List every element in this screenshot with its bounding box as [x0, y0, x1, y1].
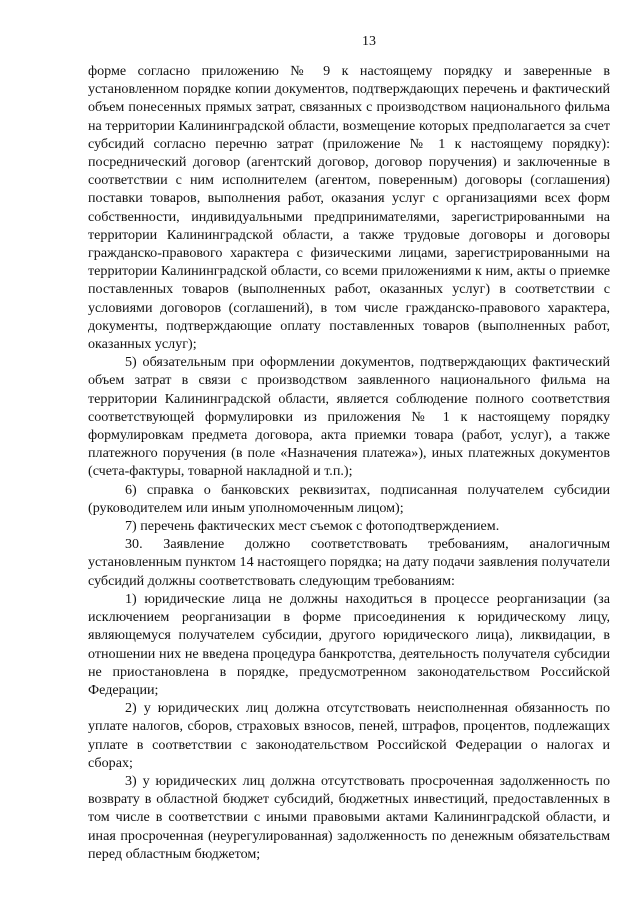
paragraph-requirement-2: 2) у юридических лиц должна отсутствовать неисполненная обязанность по уплате налогов, сборов, страховых взносов, пеней, штрафов, процентов, подлежащих уплате в соответствии с законодательством Российской Федерации о налогах и сборах; [88, 700, 610, 771]
paragraph-continuation: форме согласно приложению № 9 к настоящему порядку и заверенные в установленном порядке копии документов, подтверждающих перечень и фактический объем понесенных прямых затрат, связанных с производством национального фильма на территории Калининградской области, возмещение которых предполагается за счет субсидий согласно перечню затрат (приложение № 1 к настоящему порядку): посреднический договор (агентский договор, договор поручения) и заключенные в соответствии с ним исполнителем (агентом, поверенным) договоры (соглашения) поставки товаров, выполнения работ, оказания услуг с организациями всех форм собственности, индивидуальными предпринимателями, зарегистрированными на территории Калининградской области, а также трудовые договоры и договоры гражданско-правового характера с физическими лицами, зарегистрированными на территории Калининградской области, со всеми приложениями к ним, акты о приемке поставленных товаров (выполненных работ, оказанных услуг) в соответствии с условиями договоров (соглашений), в том числе гражданско-правового характера, документы, подтверждающие оплату поставленных товаров (выполненных работ, оказанных услуг); [88, 63, 610, 353]
paragraph-item-5: 5) обязательным при оформлении документов, подтверждающих фактический объем затрат в связи с производством заявленного национального фильма на территории Калининградской области, является соблюдение полного соответствия соответствующей формулировки из приложения № 1 к настоящему порядку формулировкам предмета договора, акта приемки товара (работ, услуг), а также платежного поручения (в поле «Назначения платежа»), иных платежных документов (счета-фактуры, товарной накладной и т.п.); [88, 354, 610, 480]
paragraph-requirement-1: 1) юридические лица не должны находиться в процессе реорганизации (за исключением реорганизации в форме присоединения к юридическому лицу, являющемуся получателем субсидии, другого юридического лица), ликвидации, в отношении них не введена процедура банкротства, деятельность получателя субсидии не приостановлена в порядке, предусмотренном законодательством Российской Федерации; [88, 590, 610, 698]
paragraph-item-6: 6) справка о банковских реквизитах, подписанная получателем субсидии (руководителем или иным уполномоченным лицом); [88, 481, 610, 516]
paragraph-requirement-3: 3) у юридических лиц должна отсутствовать просроченная задолженность по возврату в областной бюджет субсидий, бюджетных инвестиций, предоставленных в том числе в соответствии с иными правовыми актами Калининградской области, и иная просроченная (неурегулированная) задолженность по денежным обязательствам перед областным бюджетом; [88, 772, 610, 862]
page-number: 13 [362, 34, 376, 49]
paragraph-clause-30: 30. Заявление должно соответствовать требованиям, аналогичным установленным пунктом 14 настоящего порядка; на дату подачи заявления получатели субсидий должны соответствовать следующим требованиям: [88, 536, 610, 589]
paragraph-item-7: 7) перечень фактических мест съемок с фотоподтверждением. [125, 518, 500, 535]
